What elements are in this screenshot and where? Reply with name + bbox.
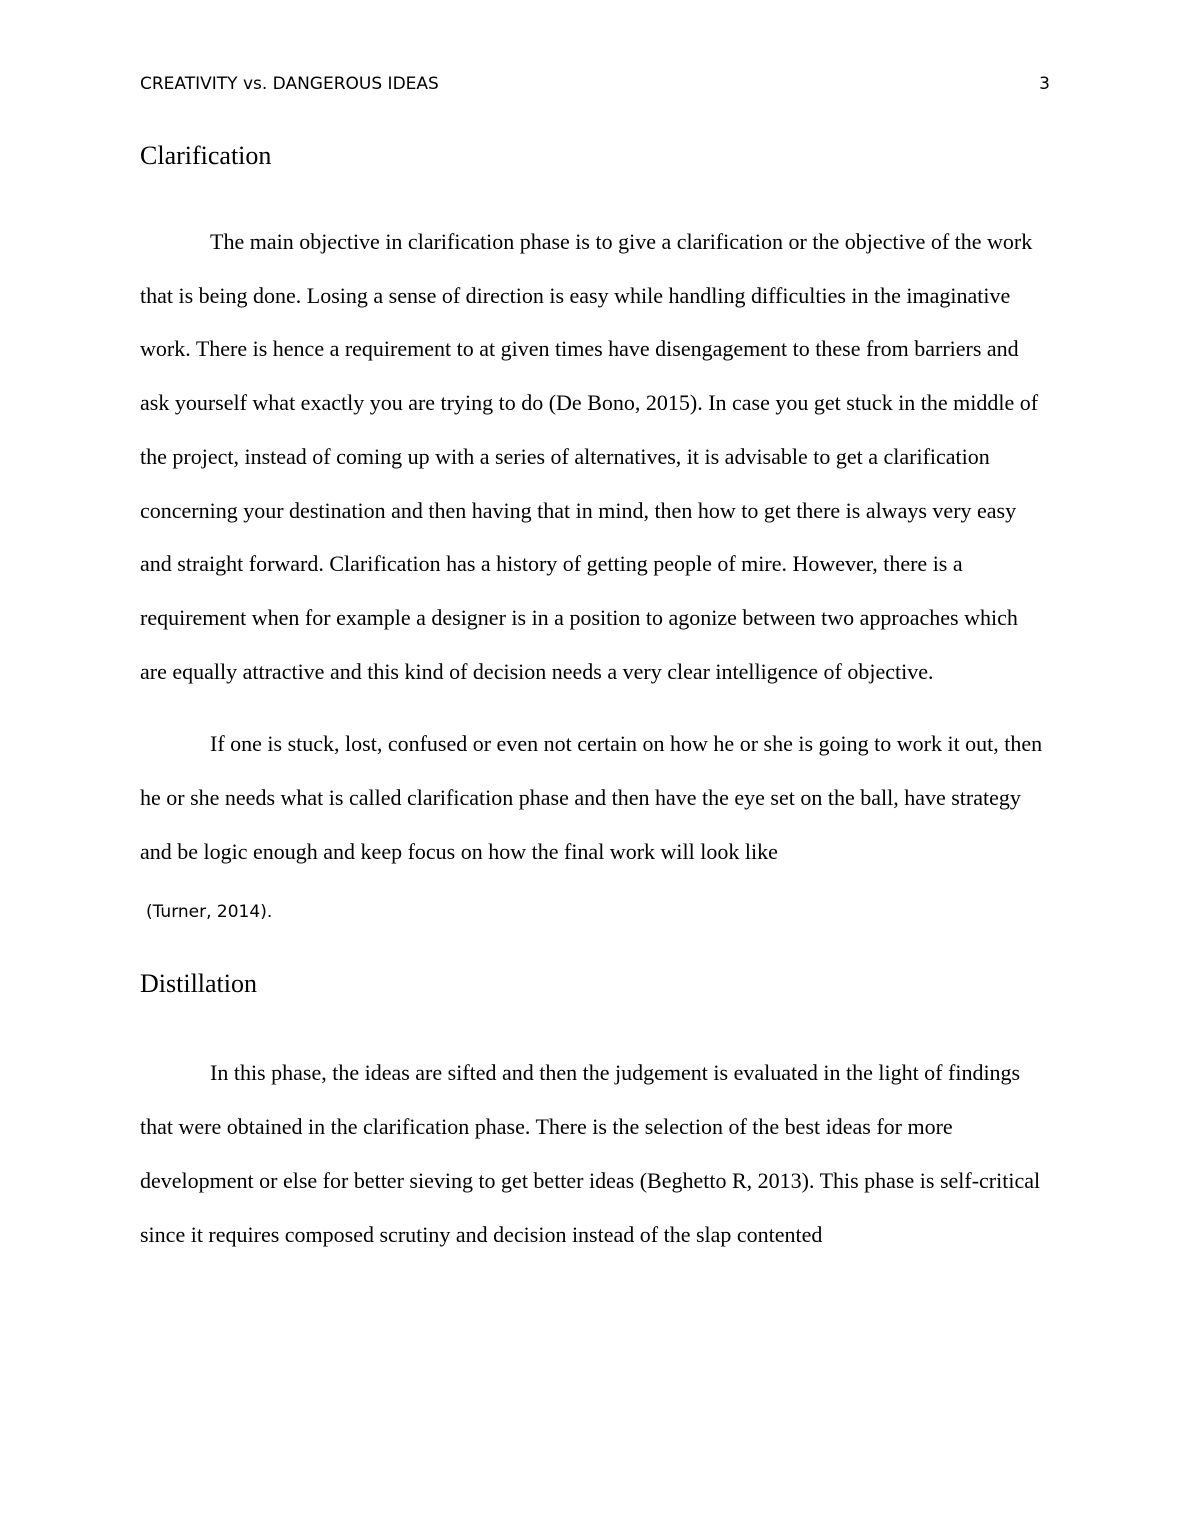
section-heading-distillation: Distillation [140,969,257,999]
running-header [140,72,1050,96]
section-heading-clarification: Clarification [140,141,272,170]
paragraph-distillation-1: In this phase, the ideas are sifted and then the judgement is evaluated in the light of findings that were obtained in the clarification phase. There is the selection of the best ideas for more development or else for better sieving to get better ideas (Beghetto R, 2013). This phase is self-critical since it requires composed scrutiny and decision instead of the slap contented [140,1060,1041,1247]
document-body [140,138,1050,1261]
citation-turner: (Turner, 2014). [146,902,273,923]
page-number: 3 [1039,74,1050,94]
paragraph-clarification-1: The main objective in clarification phase is to give a clarification or the objective of the work that is being done. Losing a sense of direction is easy while handling difficulties in the imaginative work. There is hence a requirement to at given times have disengagement to these from barriers and ask yourself what exactly you are trying to do (De Bono, 2015). In case you get stuck in the middle of the project, instead of coming up with a series of alternatives, it is advisable to get a clarification concerning your destination and then having that in mind, then how to get there is always very easy and straight forward. Clarification has a history of getting people of mire. However, there is a requirement when for example a designer is in a position to agonize between two approaches which are equally attractive and this kind of decision needs a very clear intelligence of objective. [140,229,1039,684]
running-title: CREATIVITY vs. DANGEROUS IDEAS [140,74,439,94]
paragraph-clarification-2: If one is stuck, lost, confused or even not certain on how he or she is going to work it out, then he or she needs what is called clarification phase and then have the eye set on the ball, have strategy and be logic enough and keep focus on how the final work will look like [140,731,1043,864]
